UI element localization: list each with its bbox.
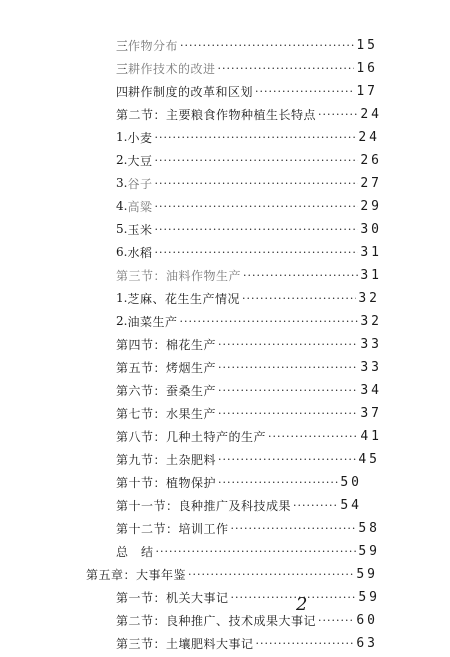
toc-entry bbox=[116, 517, 380, 539]
toc-entry bbox=[116, 379, 382, 401]
toc-entry bbox=[116, 310, 382, 332]
toc-entry bbox=[116, 402, 382, 424]
entry-title: 第五节：烤烟生产 bbox=[116, 360, 217, 375]
leader-dots bbox=[154, 246, 358, 259]
leader-dots bbox=[154, 200, 358, 213]
leader-dots bbox=[218, 407, 358, 420]
leader-dots bbox=[179, 315, 358, 328]
page-number: 2 bbox=[296, 594, 308, 615]
toc-entry bbox=[116, 586, 380, 608]
entry-title: 总 结 bbox=[116, 544, 154, 559]
leader-dots bbox=[156, 545, 357, 558]
entry-page: 41 bbox=[360, 428, 382, 444]
leader-dots bbox=[218, 476, 338, 489]
leader-dots bbox=[255, 85, 354, 98]
entry-title: 第五章：大事年鉴 bbox=[86, 567, 187, 582]
entry-number: 四 bbox=[116, 84, 129, 99]
toc-entry bbox=[116, 172, 382, 194]
entry-number: 4. bbox=[116, 199, 128, 213]
toc-entry bbox=[116, 195, 382, 217]
toc-entry bbox=[116, 609, 378, 631]
toc-entry bbox=[116, 471, 362, 493]
entry-title: 水稻 bbox=[127, 245, 153, 260]
entry-page: 32 bbox=[358, 290, 380, 306]
entry-page: 37 bbox=[360, 405, 382, 421]
entry-title: 第十二节：培训工作 bbox=[116, 521, 229, 536]
leader-dots bbox=[243, 269, 358, 282]
toc-entry bbox=[116, 126, 380, 148]
entry-number: 6. bbox=[116, 245, 128, 259]
toc-entry bbox=[116, 264, 382, 286]
entry-page: 59 bbox=[356, 566, 378, 582]
toc-entry bbox=[116, 333, 382, 355]
entry-title: 第三节：土壤肥料大事记 bbox=[116, 636, 254, 651]
entry-page: 45 bbox=[358, 451, 380, 467]
leader-dots bbox=[231, 522, 357, 535]
entry-number: 三 bbox=[116, 61, 129, 76]
entry-title: 耕作技术的改进 bbox=[128, 61, 216, 76]
entry-title: 第九节：土杂肥料 bbox=[116, 452, 217, 467]
leader-dots bbox=[154, 131, 356, 144]
entry-page: 33 bbox=[360, 359, 382, 375]
leader-dots bbox=[268, 430, 358, 443]
entry-page: 34 bbox=[360, 382, 382, 398]
entry-page: 50 bbox=[340, 474, 362, 490]
entry-number: 3. bbox=[116, 176, 128, 190]
toc-entry bbox=[116, 149, 382, 171]
entry-page: 30 bbox=[360, 221, 382, 237]
entry-title: 第八节：几种土特产的生产 bbox=[116, 429, 267, 444]
entry-page: 29 bbox=[360, 198, 382, 214]
entry-page: 15 bbox=[356, 37, 378, 53]
entry-page: 33 bbox=[360, 336, 382, 352]
entry-title: 第二节：良种推广、技术成果大事记 bbox=[116, 613, 317, 628]
entry-page: 58 bbox=[358, 520, 380, 536]
toc-entry bbox=[116, 356, 382, 378]
entry-title: 作物分布 bbox=[128, 38, 179, 53]
entry-page: 60 bbox=[356, 612, 378, 628]
leader-dots bbox=[318, 108, 358, 121]
entry-title: 第二节：主要粮食作物种植生长特点 bbox=[116, 107, 317, 122]
entry-number: 2. bbox=[116, 153, 128, 167]
entry-title: 第十一节：良种推广及科技成果 bbox=[116, 498, 292, 513]
entry-page: 59 bbox=[358, 543, 380, 559]
leader-dots bbox=[318, 614, 354, 627]
entry-title: 耕作制度的改革和区划 bbox=[128, 84, 254, 99]
entry-title: 第四节：棉花生产 bbox=[116, 337, 217, 352]
toc-entry bbox=[116, 425, 382, 447]
leader-dots bbox=[180, 39, 354, 52]
entry-page: 24 bbox=[360, 106, 382, 122]
entry-title: 小麦 bbox=[127, 130, 153, 145]
leader-dots bbox=[218, 62, 355, 75]
toc-entry bbox=[116, 218, 382, 240]
entry-page: 31 bbox=[360, 267, 382, 283]
toc-entry bbox=[116, 80, 378, 102]
entry-title: 玉米 bbox=[127, 222, 153, 237]
entry-page: 16 bbox=[356, 60, 378, 76]
toc-entry bbox=[116, 540, 380, 562]
entry-title: 第七节：水果生产 bbox=[116, 406, 217, 421]
leader-dots bbox=[218, 338, 358, 351]
entry-page: 31 bbox=[360, 244, 382, 260]
entry-title: 第六节：蚕桑生产 bbox=[116, 383, 217, 398]
leader-dots bbox=[293, 499, 338, 512]
entry-page: 27 bbox=[360, 175, 382, 191]
toc-entry bbox=[116, 57, 378, 79]
leader-dots bbox=[154, 154, 358, 167]
entry-title: 第十节：植物保护 bbox=[116, 475, 217, 490]
entry-number: 三 bbox=[116, 38, 129, 53]
entry-number: 1. bbox=[116, 130, 128, 144]
entry-number: 5. bbox=[116, 222, 128, 236]
entry-page: 54 bbox=[340, 497, 362, 513]
toc-entry bbox=[116, 632, 378, 654]
toc-entry bbox=[116, 103, 382, 125]
entry-page: 24 bbox=[358, 129, 380, 145]
toc-entry bbox=[116, 494, 362, 516]
entry-page: 17 bbox=[356, 83, 378, 99]
toc-entry bbox=[86, 563, 378, 585]
leader-dots bbox=[218, 453, 356, 466]
leader-dots bbox=[188, 568, 354, 581]
leader-dots bbox=[154, 223, 358, 236]
leader-dots bbox=[231, 591, 357, 604]
entry-title: 第三节：油料作物生产 bbox=[116, 268, 242, 283]
toc-entry bbox=[116, 34, 378, 56]
entry-title: 大豆 bbox=[127, 153, 153, 168]
leader-dots bbox=[218, 384, 358, 397]
leader-dots bbox=[256, 637, 355, 650]
leader-dots bbox=[242, 292, 356, 305]
entry-title: 谷子 bbox=[127, 176, 153, 191]
toc-entry bbox=[116, 448, 380, 470]
toc-entry bbox=[116, 287, 380, 309]
entry-number: 2. bbox=[116, 314, 128, 328]
entry-title: 油菜生产 bbox=[127, 314, 178, 329]
entry-page: 26 bbox=[360, 152, 382, 168]
entry-title: 高粱 bbox=[127, 199, 153, 214]
toc-entry bbox=[116, 241, 382, 263]
entry-number: 1. bbox=[116, 291, 128, 305]
entry-title: 芝麻、花生生产情况 bbox=[127, 291, 240, 306]
entry-page: 32 bbox=[360, 313, 382, 329]
leader-dots bbox=[154, 177, 358, 190]
leader-dots bbox=[218, 361, 358, 374]
entry-page: 59 bbox=[358, 589, 380, 605]
entry-title: 第一节：机关大事记 bbox=[116, 590, 229, 605]
entry-page: 63 bbox=[356, 635, 378, 651]
